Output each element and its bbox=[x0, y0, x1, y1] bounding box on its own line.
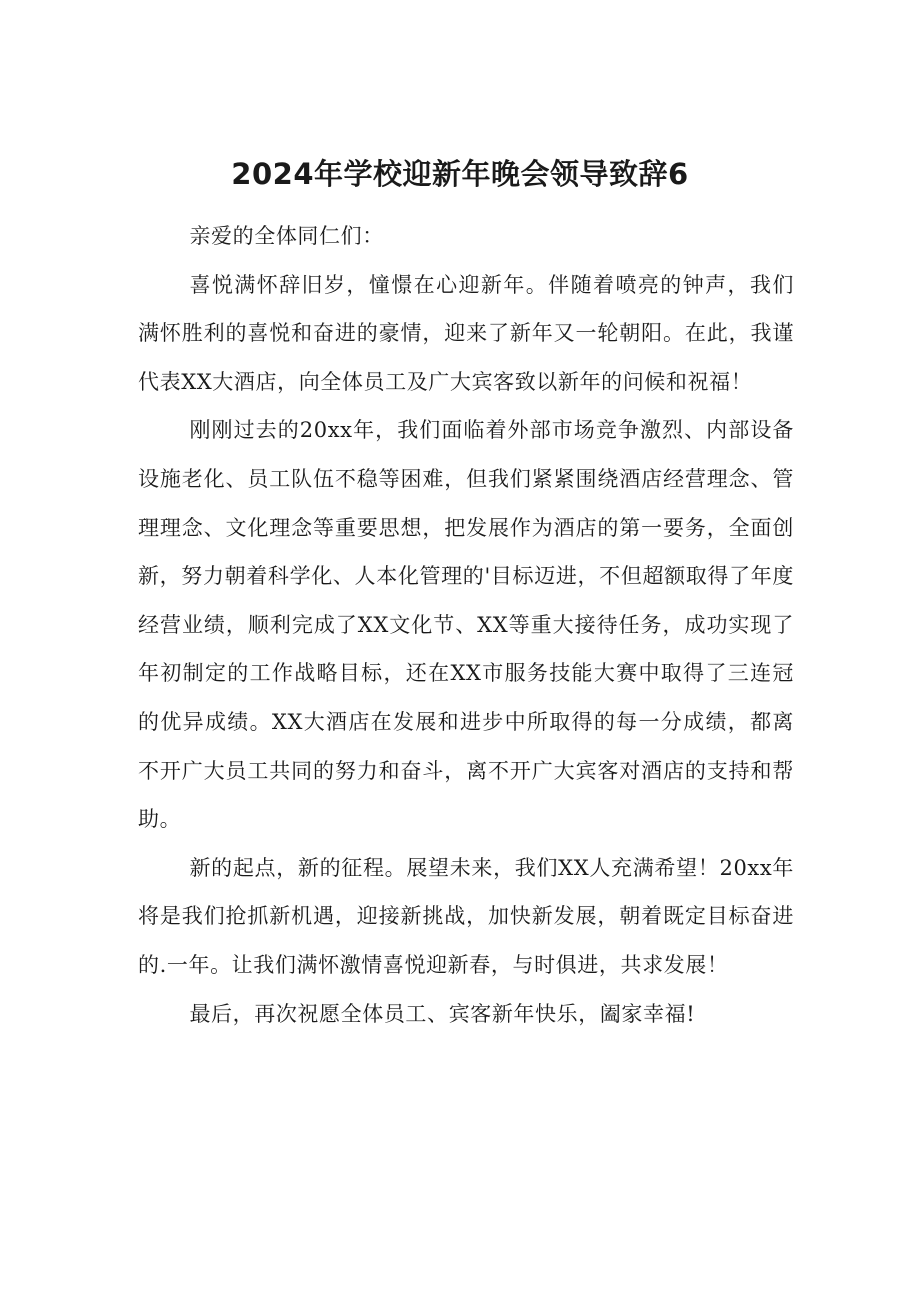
review-paragraph: 刚刚过去的20xx年，我们面临着外部市场竞争激烈、内部设备设施老化、员工队伍不稳等困难，但我们紧紧围绕酒店经营理念、管理理念、文化理念等重要思想，把发展作为酒店的第一要务，全面创新，努力朝着科学化、人本化管理的'目标迈进，不但超额取得了年度经营业绩，顺利完成了XX文化节、XX等重大接待任务，成功实现了年初制定的工作战略目标，还在XX市服务技能大赛中取得了三连冠的优异成绩。XX大酒店在发展和进步中所取得的每一分成绩，都离不开广大员工共同的努力和奋斗，离不开广大宾客对酒店的支持和帮助。 bbox=[138, 418, 794, 832]
document-body bbox=[138, 212, 794, 1038]
outlook-paragraph: 新的起点，新的征程。展望未来，我们XX人充满希望！20xx年将是我们抢抓新机遇，迎接新挑战，加快新发展，朝着既定目标奋进的.一年。让我们满怀激情喜悦迎新春，与时俱进，共求发展！ bbox=[138, 855, 794, 977]
document-title: 2024年学校迎新年晚会领导致辞6 bbox=[231, 157, 689, 191]
closing-paragraph: 最后，再次祝愿全体员工、宾客新年快乐，阖家幸福! bbox=[189, 1001, 696, 1026]
greeting-paragraph: 喜悦满怀辞旧岁，憧憬在心迎新年。伴随着喷亮的钟声，我们满怀胜利的喜悦和奋进的豪情，迎来了新年又一轮朝阳。在此，我谨代表XX大酒店，向全体员工及广大宾客致以新年的问候和祝福！ bbox=[138, 272, 794, 394]
salutation-paragraph: 亲爱的全体同仁们： bbox=[189, 224, 384, 248]
